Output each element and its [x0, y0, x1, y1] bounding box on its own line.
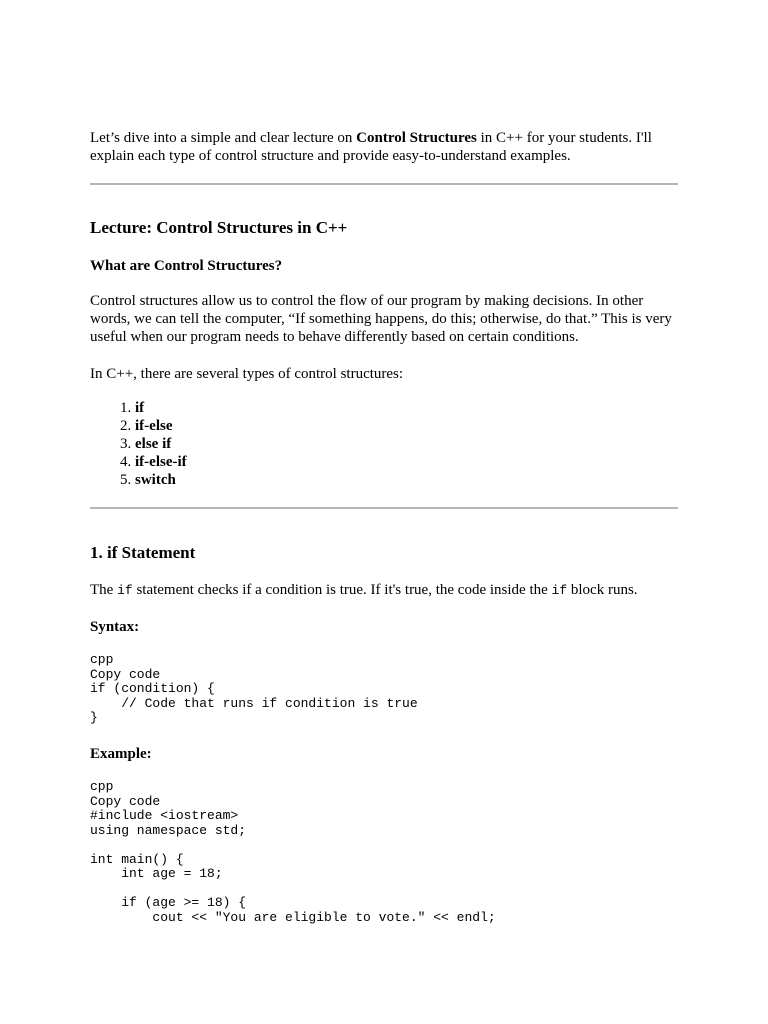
divider — [90, 507, 678, 509]
code-line: cpp — [90, 652, 114, 667]
divider — [90, 183, 678, 185]
if-description — [90, 581, 678, 600]
code-line: using namespace std; — [90, 822, 247, 838]
code-line: // Code that runs if condition is true — [90, 695, 418, 711]
code-line: #include <iostream> — [90, 808, 239, 823]
code-line — [90, 838, 496, 853]
text: The — [90, 582, 118, 598]
types-list-item: 2. if-else — [135, 417, 678, 435]
code-line: Copy code — [90, 793, 161, 809]
example-heading: Example: — [90, 746, 152, 762]
syntax-code-block — [90, 653, 418, 726]
intro-text-end: in C++ for your students. I'll explain each type of control structure and provide easy-to-understand examples. — [90, 130, 652, 164]
inline-code: if — [551, 583, 568, 598]
lecture-title: Lecture: Control Structures in C++ — [90, 218, 348, 237]
types-intro: In C++, there are several types of control structures: — [90, 366, 404, 382]
code-line: Copy code — [90, 666, 161, 682]
intro-text-start: Let’s dive into a simple and clear lecture on — [90, 130, 357, 146]
text: block runs. — [567, 582, 638, 598]
code-line: if (age >= 18) { — [90, 895, 247, 910]
if-section-heading: 1. if Statement — [90, 543, 196, 562]
intro-bold-term: Control Structures — [356, 130, 477, 146]
code-line: cpp — [90, 779, 114, 794]
types-list-item: 3. else if — [135, 435, 678, 453]
types-list-item: 1. if — [135, 399, 678, 417]
inline-code: if — [117, 583, 133, 598]
code-line: } — [90, 710, 98, 725]
code-line: cout << "You are eligible to vote." << endl; — [90, 909, 496, 925]
what-paragraph: Control structures allow us to control the flow of our program by making decisions. In other words, we can tell the computer, “If something happens, do this; otherwise, do that.” This is very useful when our program needs to behave differently based on certain conditions. — [90, 293, 672, 345]
types-list-item: 4. if-else-if — [135, 453, 678, 471]
text: statement checks if a condition is true. If it's true, the code inside the — [132, 582, 552, 598]
types-list — [90, 399, 678, 489]
code-line — [90, 882, 496, 897]
example-code-block — [90, 780, 496, 925]
types-list-item: 5. switch — [135, 471, 678, 489]
what-heading: What are Control Structures? — [90, 258, 283, 274]
syntax-heading: Syntax: — [90, 619, 140, 635]
code-line: if (condition) { — [90, 681, 215, 696]
code-line: int main() { — [90, 851, 184, 867]
intro-paragraph — [90, 129, 678, 165]
code-line: int age = 18; — [90, 866, 223, 881]
